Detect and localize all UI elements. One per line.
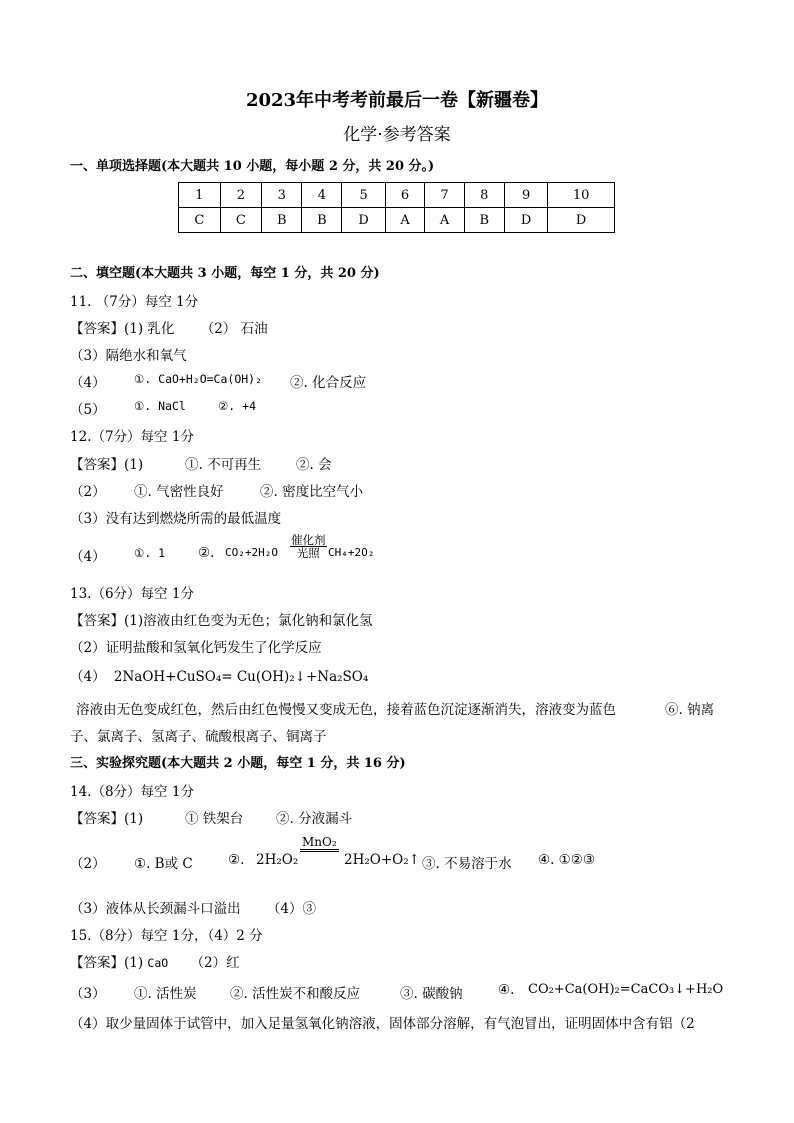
answer-label: 【答案】(1) (70, 321, 144, 337)
answer-text: 石油 (240, 321, 268, 337)
answer-text: ①. CaO+H₂O=Ca(OH)₂ (134, 372, 263, 386)
answer-letter: A (385, 208, 424, 233)
condition-light: 光照 (296, 546, 320, 561)
q15-heading: 15.（8分）每空 1分，（4）2 分 (70, 928, 263, 944)
equation: CO₂+Ca(OH)₂=CaCO₃↓+H₂O (528, 982, 724, 997)
question-number: 2 (220, 183, 262, 208)
answer-letter: B (464, 208, 504, 233)
answer-text: CaO (147, 956, 169, 970)
answer-letter: C (179, 208, 221, 233)
question-number: 7 (425, 183, 464, 208)
q12-line3: （3）没有达到燃烧所需的最低温度 (70, 511, 282, 527)
equation-products: CH₄+2O₂ (328, 546, 375, 559)
q15-answer-line1 (70, 951, 240, 971)
answer-text: ②. 化合反应 (290, 375, 367, 391)
equation-reactants: 2H₂O₂ (256, 852, 299, 868)
q13-line2: （2）证明盐酸和氢氧化钙发生了化学反应 (70, 640, 322, 656)
answer-table-number-row (179, 183, 615, 208)
section3-heading: 三、实验探究题(本大题共 2 小题，每空 1 分，共 16 分) (70, 756, 406, 771)
answer-table (178, 182, 615, 233)
q13-line5-end: ⑥. 钠离 (665, 702, 715, 718)
q15-line4: （4）取少量固体于试管中，加入足量氢氧化钠溶液，固体部分溶解，有气泡冒出，证明固体中含有铝（2 (70, 1016, 695, 1032)
answer-text: ②. 分液漏斗 (276, 811, 353, 827)
q14-heading: 14.（8分）每空 1分 (70, 784, 194, 800)
answer-text: ③. 不易溶于水 (422, 856, 512, 872)
q13-line6: 子、氯离子、氢离子、硫酸根离子、铜离子 (70, 729, 327, 745)
page-title: 2023年中考考前最后一卷【新疆卷】 (245, 90, 549, 111)
q11-line4 (70, 371, 367, 391)
answer-label: （2） (200, 321, 237, 337)
answer-text: ①. B或 C (134, 856, 193, 872)
answer-text: ②. 密度比空气小 (260, 484, 364, 500)
answer-label: （5） (70, 402, 106, 418)
answer-text: ④. (498, 982, 515, 998)
answer-label: 【答案】(1) (70, 811, 144, 827)
equation-reactants: CO₂+2H₂O (225, 546, 278, 559)
answer-text: ①. NaCl (134, 399, 186, 413)
answer-text: ①. 活性炭 (134, 986, 197, 1002)
q12-heading: 12.（7分）每空 1分 (70, 429, 194, 445)
answer-text: ① 铁架台 (185, 811, 244, 827)
answer-text: 乳化 (147, 321, 175, 337)
question-number: 1 (179, 183, 221, 208)
answer-label: （4） (70, 375, 106, 391)
condition-catalyst: 催化剂 (291, 533, 326, 547)
question-number: 4 (302, 183, 342, 208)
answer-text: ②. 会 (296, 457, 332, 473)
question-number: 8 (464, 183, 504, 208)
question-number: 6 (385, 183, 424, 208)
answer-letter: C (220, 208, 262, 233)
page-subtitle: 化学·参考答案 (343, 125, 451, 145)
question-number: 9 (504, 183, 547, 208)
q13-answer-line1: 【答案】(1)溶液由红色变为无色；氯化钠和氯化氢 (70, 613, 373, 629)
answer-letter: D (342, 208, 385, 233)
q11-heading: 11. （7分）每空 1分 (70, 294, 199, 310)
answer-letter: A (425, 208, 464, 233)
q11-answer-line1 (70, 317, 268, 337)
answer-label: 【答案】(1) (70, 457, 144, 473)
answer-text: ①. 气密性良好 (134, 484, 224, 500)
q12-line2 (70, 480, 364, 500)
question-number: 10 (548, 183, 615, 208)
q13-line5: 溶液由无色变成红色，然后由红色慢慢又变成无色，接着蓝色沉淀逐渐消失，溶液变为蓝色 (76, 702, 616, 718)
answer-text: ②. +4 (218, 399, 257, 413)
answer-text: ②. (228, 852, 245, 868)
q13-line4 (70, 665, 368, 685)
answer-text: ①. 不可再生 (185, 457, 262, 473)
answer-label: （2） (70, 484, 106, 500)
answer-text: ③. 碳酸钠 (400, 986, 463, 1002)
answer-label: （3） (70, 986, 106, 1002)
answer-label: （2） (70, 856, 106, 872)
catalyst: MnO₂ (300, 836, 339, 852)
question-number: 5 (342, 183, 385, 208)
answer-text: （4）③ (266, 901, 316, 917)
answer-label: 【答案】(1) (70, 955, 144, 971)
answer-label: （4） (70, 669, 106, 685)
q14-answer-line1 (70, 807, 353, 827)
answer-table-answer-row (179, 208, 615, 233)
q13-heading: 13.（6分）每空 1分 (70, 586, 194, 602)
q14-line3 (70, 897, 316, 917)
q11-line3: （3）隔绝水和氧气 (70, 348, 187, 364)
answer-text: （2）红 (190, 955, 240, 971)
answer-text: ②. (198, 545, 215, 561)
equation-products: 2H₂O+O₂↑ (344, 852, 420, 868)
reaction-condition (290, 534, 327, 559)
equation: 2NaOH+CuSO₄= Cu(OH)₂↓+Na₂SO₄ (113, 669, 369, 685)
answer-letter: D (548, 208, 615, 233)
reaction-condition (300, 836, 339, 858)
section1-heading: 一、单项选择题(本大题共 10 小题，每小题 2 分，共 20 分。) (70, 159, 435, 174)
answer-text: ①. 1 (134, 546, 166, 560)
answer-text: ②. 活性炭不和酸反应 (230, 986, 361, 1002)
q15-line3 (70, 982, 724, 1002)
answer-letter: D (504, 208, 547, 233)
answer-letter: B (302, 208, 342, 233)
answer-letter: B (262, 208, 302, 233)
q11-line5 (70, 398, 257, 418)
q12-answer-line1 (70, 453, 332, 473)
answer-text: ④. ①②③ (538, 852, 595, 868)
answer-text: （3）液体从长颈漏斗口溢出 (70, 901, 241, 917)
section2-heading: 二、填空题(本大题共 3 小题，每空 1 分，共 20 分) (70, 266, 380, 281)
answer-label: （4） (70, 549, 106, 565)
question-number: 3 (262, 183, 302, 208)
